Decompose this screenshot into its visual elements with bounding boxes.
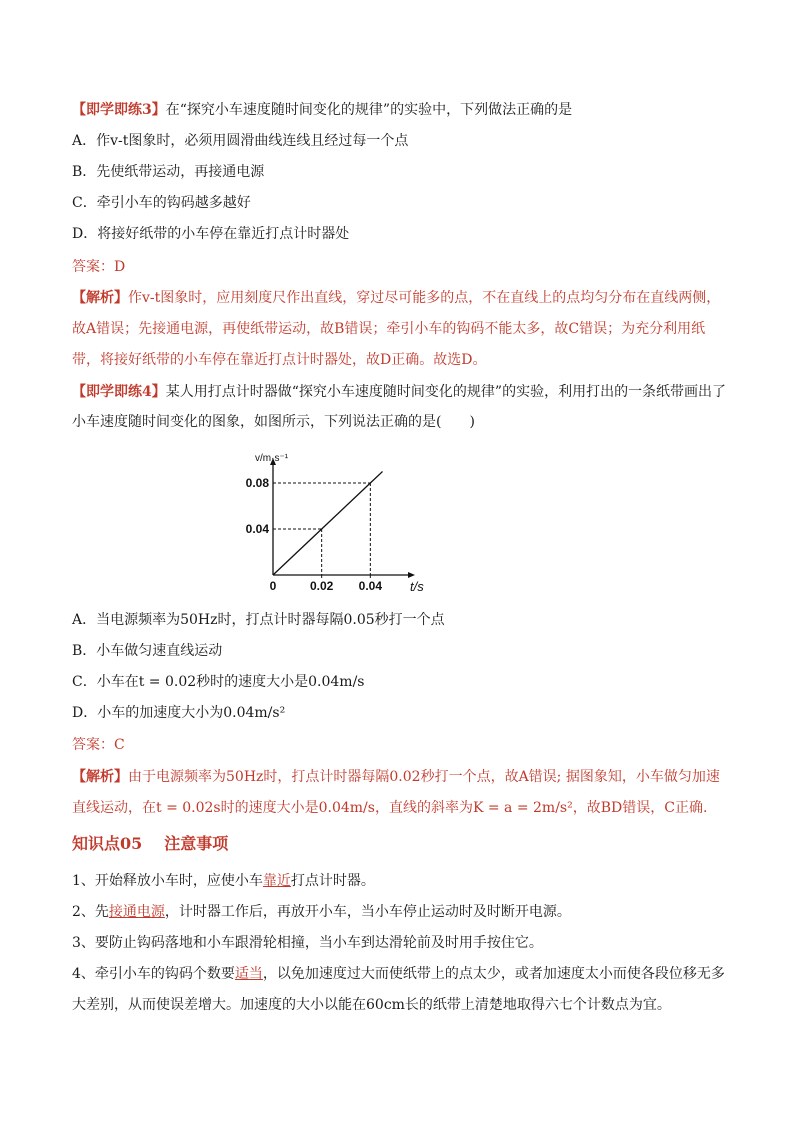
x-axis-label: t/s <box>410 579 424 594</box>
q3-analysis-line-2: 故A错误；先接通电源，再使纸带运动，故B错误；牵引小车的钩码不能太多，故C错误；为充分利用纸 <box>72 321 706 337</box>
section-number: 知识点05 <box>72 834 143 853</box>
note-item-4-highlight: 适当 <box>234 966 263 982</box>
q3-analysis-tag: 【解析】 <box>72 290 128 306</box>
q3-answer: 答案：D <box>72 259 126 275</box>
vt-chart <box>245 447 424 605</box>
note-item-2 <box>72 902 571 922</box>
q4-tag: 【即学即练4】 <box>72 384 166 400</box>
q3-option-b: B．先使纸带运动，再接通电源 <box>72 164 265 180</box>
q3-stem-text: 在“探究小车速度随时间变化的规律”的实验中，下列做法正确的是 <box>165 102 573 118</box>
note-item-4-pre: 4、牵引小车的钩码个数要 <box>72 966 235 982</box>
q4-option-c: C．小车在t = 0.02秒时的速度大小是0.04m/s <box>72 674 365 690</box>
y-tick-label-2: 0.08 <box>245 476 269 490</box>
q3-analysis-line-1 <box>72 288 720 308</box>
q4-analysis-line-1 <box>72 767 720 787</box>
q3-analysis-text-1: 作v-t图象时，应用刻度尺作出直线，穿过尽可能多的点，不在直线上的点均匀分布在直线两侧， <box>128 290 721 306</box>
note-item-1-post: 打点计时器。 <box>290 873 375 889</box>
q4-analysis-tag: 【解析】 <box>72 769 128 785</box>
q4-answer: 答案：C <box>72 737 125 753</box>
note-item-3 <box>72 933 543 953</box>
note-item-4-continued: 大差别，从而使误差增大。加速度的大小以能在60cm长的纸带上清楚地取得六七个计数点为宜。 <box>72 997 671 1013</box>
q4-analysis-text-1: 由于电源频率为50Hz时，打点计时器每隔0.02秒打一个点，故A错误; 据图象知，小车做匀加速 <box>128 769 720 785</box>
q3-analysis-line-3: 带，将接好纸带的小车停在靠近打点计时器处，故D正确。故选D。 <box>72 352 487 368</box>
section-heading <box>72 834 228 854</box>
note-item-1-highlight: 靠近 <box>262 873 291 889</box>
q4-stem-line-2: 小车速度随时间变化的图象，如图所示，下列说法正确的是( ) <box>72 414 475 430</box>
note-item-2-pre: 2、先 <box>72 904 109 920</box>
note-item-4 <box>72 964 725 984</box>
series-line <box>273 472 383 576</box>
q4-option-a: A．当电源频率为50Hz时，打点计时器每隔0.05秒打一个点 <box>72 612 445 628</box>
note-item-4-post: ，以免加速度过大而使纸带上的点太少，或者加速度太小而使各段位移无多 <box>262 966 725 982</box>
q3-option-a: A．作v-t图象时，必须用圆滑曲线连线且经过每一个点 <box>72 133 409 149</box>
q4-analysis-line-2: 直线运动，在t = 0.02s时的速度大小是0.04m/s，直线的斜率为K = a = 2m/s²，故BD错误，C正确. <box>72 800 708 816</box>
q3-tag: 【即学即练3】 <box>72 102 166 118</box>
q3-option-c: C．牵引小车的钩码越多越好 <box>72 195 251 211</box>
note-item-1-pre: 1、开始释放小车时，应使小车 <box>72 873 263 889</box>
q3-stem <box>72 100 572 120</box>
origin-label: 0 <box>269 579 277 593</box>
x-axis-arrow <box>408 572 415 578</box>
q3-option-d: D．将接好纸带的小车停在靠近打点计时器处 <box>72 226 350 242</box>
note-item-3-text: 3、要防止钩码落地和小车跟滑轮相撞，当小车到达滑轮前及时用手按住它。 <box>72 935 543 951</box>
y-axis-label: v/m·s⁻¹ <box>255 453 289 464</box>
q4-option-b: B．小车做匀速直线运动 <box>72 643 223 659</box>
x-tick-label-2: 0.04 <box>358 579 383 593</box>
section-title: 注意事项 <box>164 834 229 853</box>
q4-stem-line-1 <box>72 382 726 402</box>
note-item-2-highlight: 接通电源 <box>108 904 165 920</box>
y-tick-label-1: 0.04 <box>245 522 269 536</box>
q4-stem-text-1: 某人用打点计时器做“探究小车速度随时间变化的规律”的实验，利用打出的一条纸带画出了 <box>165 384 727 400</box>
q4-option-d: D．小车的加速度大小为0.04m/s² <box>72 705 286 721</box>
x-tick-label-1: 0.02 <box>309 579 334 593</box>
note-item-2-post: ，计时器工作后，再放开小车，当小车停止运动时及时断开电源。 <box>164 904 571 920</box>
note-item-1 <box>72 871 375 891</box>
